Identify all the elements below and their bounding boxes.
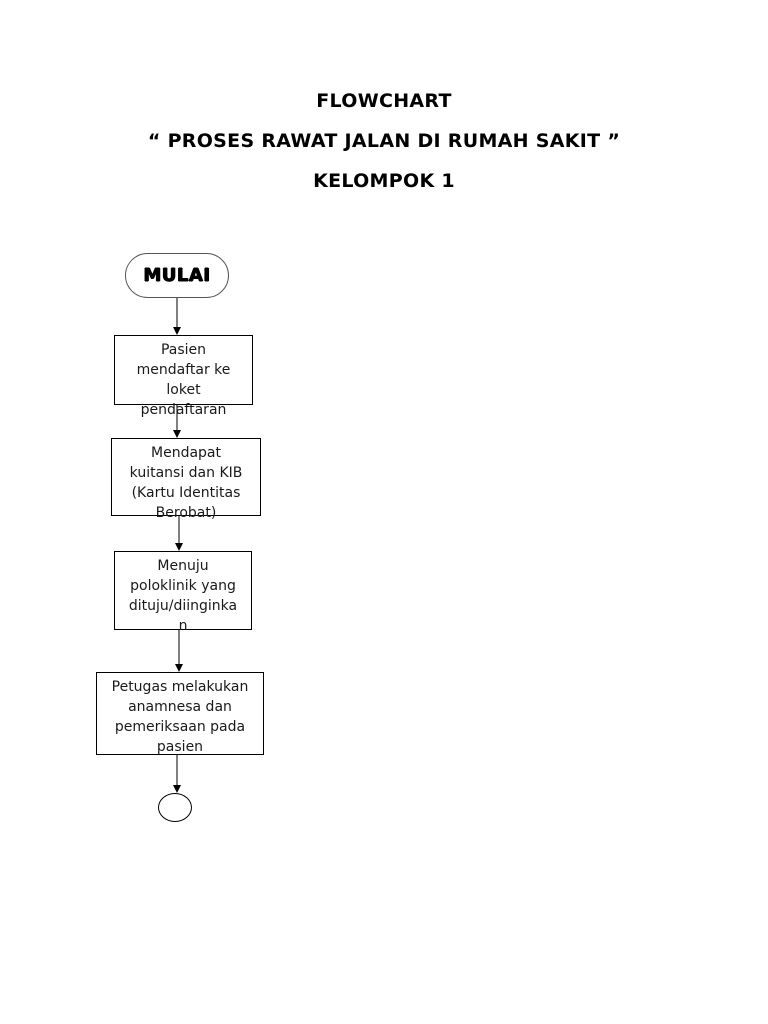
process-step-text: Pasien mendaftar ke loket pendaftaran [136,342,231,418]
process-step-text: Menuju poloklinik yang dituju/diinginka n [128,558,238,634]
off-page-connector [158,793,192,822]
process-step-examination [96,672,264,755]
start-label: MULAI [143,265,211,286]
process-step-go-to-clinic [114,551,252,634]
process-step-text: Mendapat kuitansi dan KIB (Kartu Identitas Berobat) [129,445,243,521]
flowchart-title: FLOWCHART [316,90,452,112]
group-label: KELOMPOK 1 [313,170,455,192]
process-step-receipt [111,438,261,521]
start-terminator [125,253,229,298]
process-step-text: Petugas melakukan anamnesa dan pemeriksaan pada pasien [111,679,249,755]
process-step-register [114,335,253,418]
flowchart-subtitle: “ PROSES RAWAT JALAN DI RUMAH SAKIT ” [147,130,621,152]
